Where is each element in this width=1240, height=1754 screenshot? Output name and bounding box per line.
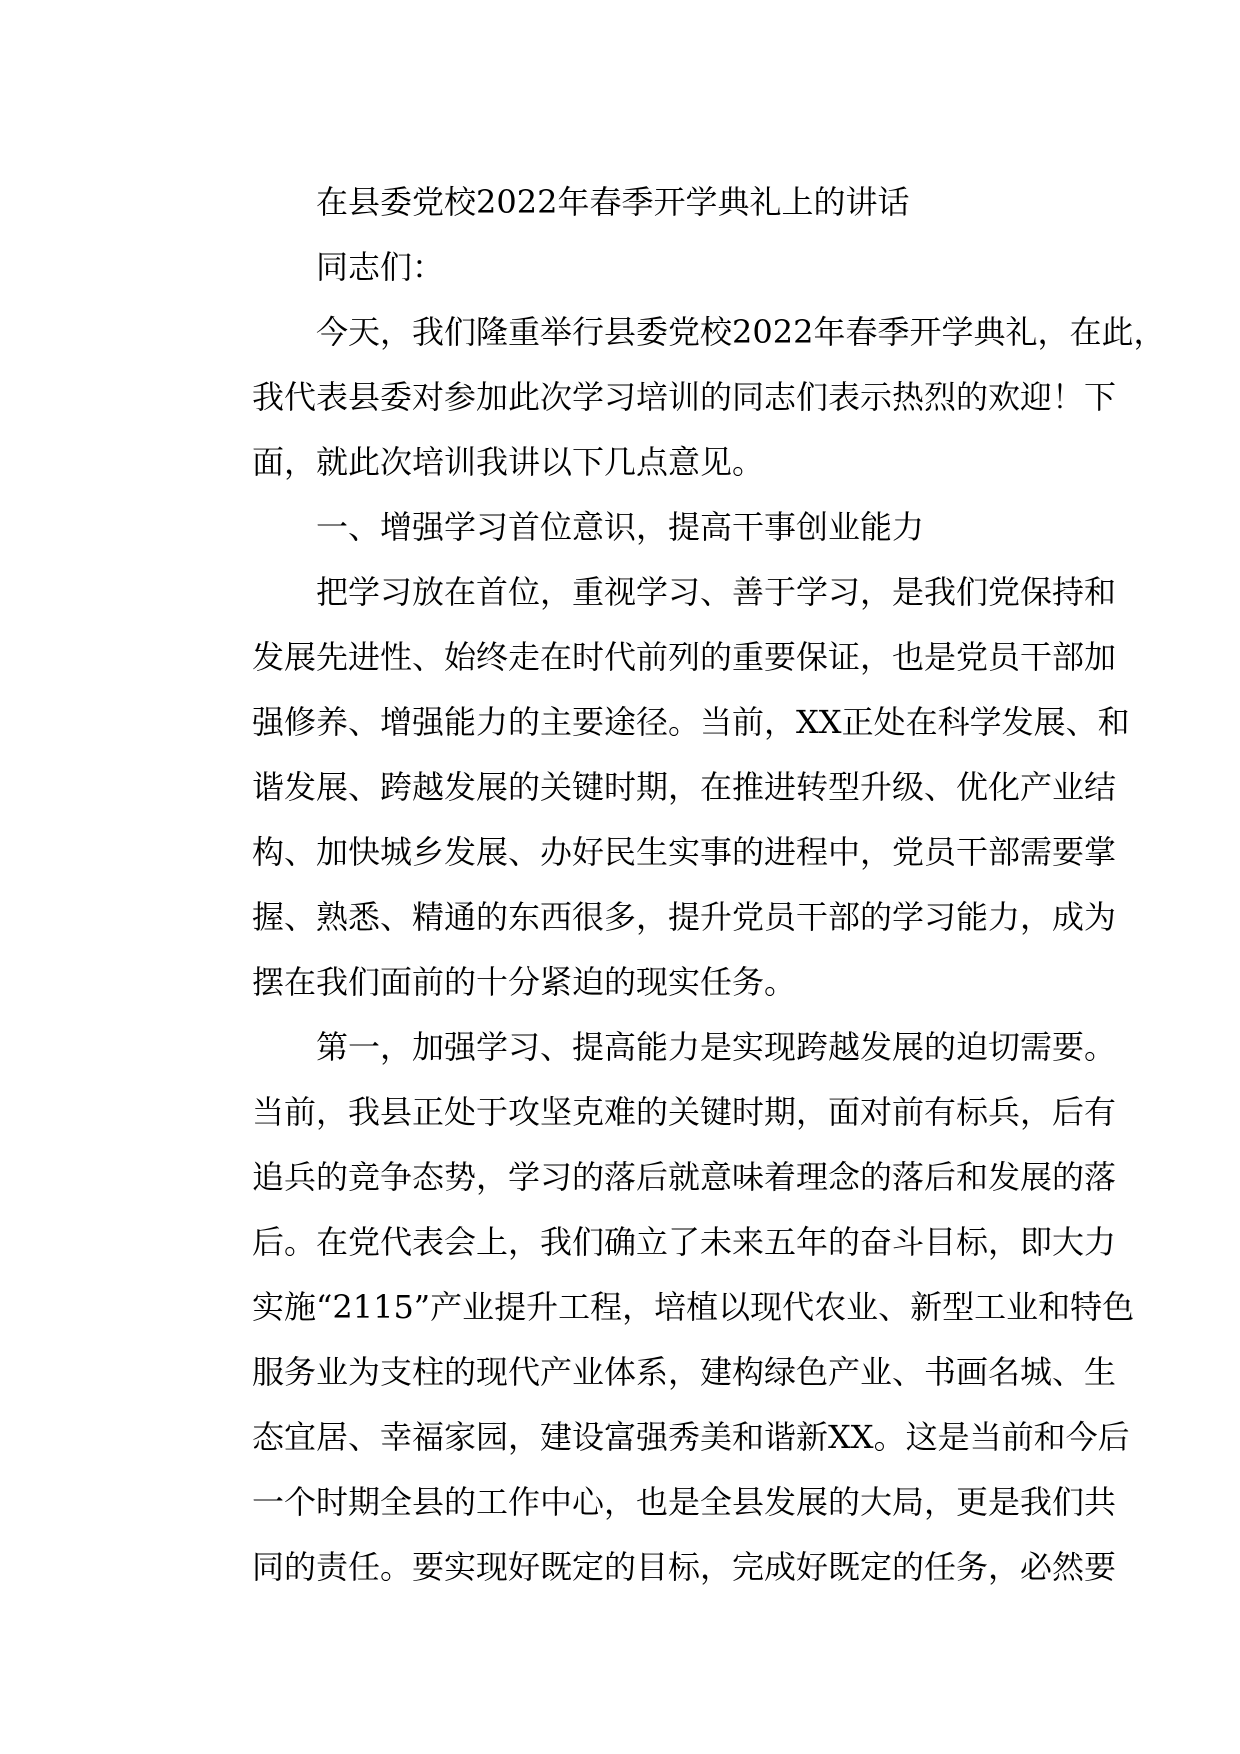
paragraph-line: 今天，我们隆重举行县委党校2022年春季开学典礼，在此， [316,313,1166,351]
paragraph-line: 态宜居、幸福家园，建设富强秀美和谐新XX。这是当前和今后 [252,1418,1130,1456]
paragraph-line: 谐发展、跨越发展的关键时期，在推进转型升级、优化产业结 [252,768,1117,806]
paragraph-learning [188,560,1130,1015]
paragraph-line: 把学习放在首位，重视学习、善于学习，是我们党保持和 [316,573,1117,611]
paragraph-line: 当前，我县正处于攻坚克难的关键时期，面对前有标兵，后有 [252,1093,1117,1131]
section-heading-line: 一、增强学习首位意识，提高干事创业能力 [316,508,925,546]
greeting-line: 同志们： [316,248,445,286]
paragraph-line: 一个时期全县的工作中心，也是全县发展的大局，更是我们共 [252,1483,1117,1521]
paragraph-line: 同的责任。要实现好既定的目标，完成好既定的任务，必然要 [252,1548,1117,1586]
paragraph-opening [188,300,1166,495]
paragraph-line: 第一，加强学习、提高能力是实现跨越发展的迫切需要。 [316,1028,1117,1066]
paragraph-line: 我代表县委对参加此次学习培训的同志们表示热烈的欢迎！下 [252,378,1117,416]
paragraph-line: 强修养、增强能力的主要途径。当前，XX正处在科学发展、和 [252,703,1130,741]
greeting [188,235,1068,300]
paragraph-first-point [188,1015,1135,1600]
paragraph-line: 追兵的竞争态势，学习的落后就意味着理念的落后和发展的落 [252,1158,1117,1196]
title-line: 在县委党校2022年春季开学典礼上的讲话 [316,183,910,221]
paragraph-line: 发展先进性、始终走在时代前列的重要保证，也是党员干部加 [252,638,1117,676]
document-title [188,170,1068,235]
section-heading [188,495,1068,560]
paragraph-line: 摆在我们面前的十分紧迫的现实任务。 [252,963,797,1001]
paragraph-line: 面，就此次培训我讲以下几点意见。 [252,443,765,481]
paragraph-line: 握、熟悉、精通的东西很多，提升党员干部的学习能力，成为 [252,898,1117,936]
paragraph-line: 实施“2115”产业提升工程，培植以现代农业、新型工业和特色 [252,1288,1135,1326]
paragraph-line: 后。在党代表会上，我们确立了未来五年的奋斗目标，即大力 [252,1223,1117,1261]
document-body [188,170,1166,1600]
paragraph-line: 服务业为支柱的现代产业体系，建构绿色产业、书画名城、生 [252,1353,1117,1391]
paragraph-line: 构、加快城乡发展、办好民生实事的进程中，党员干部需要掌 [252,833,1117,871]
